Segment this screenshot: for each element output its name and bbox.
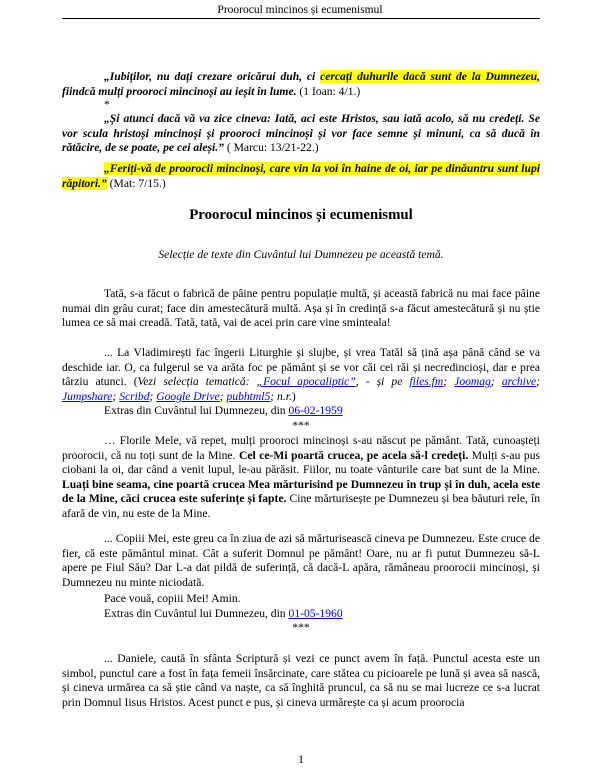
p3-d: Luați bine seama, cine poartă crucea Mea mărturisind pe Dumnezeu în trup și în duh, acela este de la Mine, căci crucea este suferințe și fapte. <box>62 477 540 506</box>
quote-1-ref: (1 Ioan: 4/1.) <box>296 84 361 98</box>
p5-source-text: Extras din Cuvântul lui Dumnezeu, din <box>104 606 289 620</box>
link-google-drive[interactable]: Google Drive <box>156 389 220 403</box>
p3-b: Cel ce-Mi poartă crucea, pe acela să-l credeți. <box>239 448 469 462</box>
link-archive[interactable]: archive <box>501 375 537 389</box>
quote-1-lead: „Iubiților, nu dați crezare oricărui duh, ci <box>104 70 321 83</box>
running-header: Proorocul mincinos și ecumenismul <box>217 4 383 16</box>
p2-text: ... La Vladimirești fac îngerii Liturghie și slujbe, și vrea Tatăl să țină așa până când se va deschide iar. O, ca fulgerul se va arăta foc pe pământ și se vor căi cei răi și necredincioși, dar e prea târziu atunci. ( <box>62 346 540 389</box>
p2-mid: , - și pe <box>355 375 410 389</box>
quote-matthew <box>62 162 540 191</box>
link-date-1960[interactable]: 01-05-1960 <box>288 606 343 620</box>
paragraph-bread-factory: Tată, s-a făcut o fabrică de pâine pentru populație multă, și această fabrică nu mai face pâine numai din grâu curat; face din amestecătură multă. Așa și în credință s-a făcut amestecătură și nu știe lumea ce să mai creadă. Tată, tată, vai de acei prin care vine sminteala! <box>62 287 540 330</box>
link-joomag[interactable]: Joomag <box>454 375 491 389</box>
quote-1-tail: , fiindcă mulți prooroci mincinoși au ieșit în lume. <box>62 70 541 98</box>
paragraph-iron-cross: ... Copiii Mei, este greu ca în ziua de azi să mărturisească cineva pe Dumnezeu. Este cruce de fier, că este pământul minat. Cât a suferit Domnul pe pământ! Oare, nu ar fi putut Dumnezeu să-L apere pe Fiul Său? Dar L-a dat pildă de suferință, că dacă-L apăra, rămâneau proorocii mincinoși, și Dumnezeu nu minte niciodată. <box>62 532 540 589</box>
link-pubhtml5[interactable]: pubhtml5 <box>226 389 271 403</box>
paragraph-vladimiresti: ... La Vladimirești fac îngerii Liturghie și slujbe, și vrea Tatăl să țină așa până când se va deschide iar. O, ca fulgerul se va arăta foc pe pământ și se vor căi cei răi și necredincioși, dar e prea târziu atunci. (Vezi selecția tematică: „Focul apocaliptic”, - și pe files.fm; Joomag; archive; Jumpshare; Scribd; Google Drive; pubhtml5; n.r.) Extras din Cuvântul lui Dumnezeu, din 06-02-1959 *** <box>62 346 541 432</box>
link-jumpshare[interactable]: Jumpshare <box>62 389 113 403</box>
paragraph-daniel: ... Daniele, caută în sfânta Scriptură și vezi ce punct avem în față. Punctul acesta este un simbol, punctul care a fost în fața femeii însărcinate, care stătea cu picioarele pe lună și avea să nască, și cineva urmărea ca să știe când va naște, ca să înghită pruncul, ca să nu se mai lucreze ce s-a lucrat prin Domnul Iisus Hristos. Acest punct e pus, și cineva urmărește ca și acum proorocia <box>62 652 540 709</box>
p2-close: ) <box>291 389 296 403</box>
p2-stars: *** <box>292 418 310 432</box>
quote-2-ref: ( Marcu: 13/21-22.) <box>223 141 319 155</box>
p2-see: Vezi selecția tematică: <box>137 375 257 389</box>
link-scribd[interactable]: Scribd <box>119 389 150 403</box>
link-files-fm[interactable]: files.fm <box>409 375 444 389</box>
quote-1-john <box>62 70 540 99</box>
subtitle: Selecție de texte din Cuvântul lui Dumnezeu pe această temă. <box>158 248 444 261</box>
p2-source <box>62 404 540 419</box>
quote-3-ref: (Mat: 7/15.) <box>106 176 166 190</box>
link-date-1959[interactable]: 06-02-1959 <box>288 404 343 418</box>
p3-c: Mulți s-au pus ciobani la oi, dar când a venit lupul, le-au părăsit. Fiilor, nu toate vânturile care bat sunt de la Mine. <box>62 448 541 477</box>
link-focul-apocaliptic[interactable]: „Focul apocaliptic” <box>256 375 356 389</box>
p5-source <box>62 607 540 622</box>
page-number: 1 <box>298 752 304 766</box>
p2-nr: n.r. <box>277 389 292 403</box>
p5-stars: *** <box>292 621 310 635</box>
p3-e: Cine mărturisește pe Dumnezeu și bea băuturi rele, în afară de vin, nu este de la Mine. <box>62 492 540 520</box>
quote-mark <box>62 112 540 156</box>
quote-1-highlight: cercați duhurile dacă sunt de la Dumnezeu <box>320 70 538 83</box>
paragraph-false-prophets <box>62 434 540 522</box>
p2-source-text: Extras din Cuvântul lui Dumnezeu, din <box>104 404 289 418</box>
p5-peace: Pace vouă, copiii Mei! Amin. <box>104 592 241 605</box>
paragraph-peace <box>62 592 540 636</box>
p3-a: … Florile Mele, vă repet, mulți prooroci mincinoși s-au născut pe pământ. Tată, cunoașteți proorocii, că nu toți sunt de la Mine. <box>62 434 540 462</box>
quote-2-text: „Și atunci dacă vă va zice cineva: Iată, aci este Hristos, sau iată acolo, să nu credeți. Se vor scula hristoși mincinoși și prooroci mincinoși și vor face semne și minuni, ca să ducă în rătăcire, de se poate, pe cei aleși.” <box>62 112 540 155</box>
quote-3-highlight: „Feriți-vă de proorocii mincinoși, care vin la voi în haine de oi, iar pe dinăuntru sunt lupi răpitori.” <box>62 162 540 190</box>
quote-separator: * <box>104 98 110 111</box>
page-title: Proorocul mincinos și ecumenismul <box>189 207 413 223</box>
header-rule <box>62 18 540 19</box>
